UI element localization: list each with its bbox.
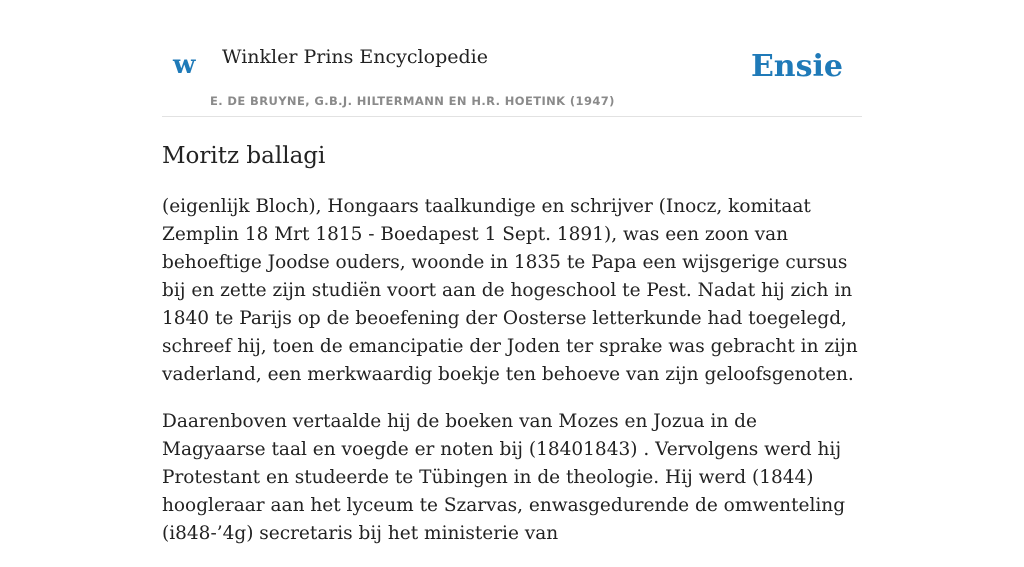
book-title-link[interactable]: Winkler Prins Encyclopedie bbox=[222, 46, 488, 68]
entry-paragraph: (eigenlijk Bloch), Hongaars taalkundige en schrijver (Inocz, komitaat Zemplin 18 Mrt 1815 - Boedapest 1 Sept. 1891), was een zoon van behoeftige Joodse ouders, woonde in 1835 te Papa een wijsgerige cursus bij en zette zijn studiën voort aan de hogeschool te Pest. Nadat hij zich in 1840 te Parijs op de beoefening der Oosterse letterkunde had toegelegd, schreef hij, toen de emancipatie der Joden ter sprake was gebracht in zijn vaderland, een merkwaardig boekje ten behoeve van zijn geloofsgenoten. bbox=[162, 195, 858, 385]
entry-paragraph: Daarenboven vertaalde hij de boeken van Mozes en Jozua in de Magyaarse taal en voegde er noten bij (18401843) . Vervolgens werd hij Protestant en studeerde te Tübingen in de theologie. Hij werd (1844) hoogleraar aan het lyceum te Szarvas, enwasgedurende de omwenteling (i848-’4g) secretaris bij het ministerie van bbox=[162, 410, 846, 544]
ensie-logo-link[interactable]: Ensie bbox=[750, 49, 843, 84]
book-authors: E. DE BRUYNE, G.B.J. HILTERMANN EN H.R. HOETINK (1947) bbox=[210, 94, 615, 108]
page bbox=[162, 0, 862, 567]
header bbox=[162, 0, 862, 117]
entry-title: Moritz ballagi bbox=[162, 143, 326, 169]
entry-body bbox=[162, 193, 862, 548]
publication-logo-icon[interactable]: w bbox=[173, 50, 196, 80]
